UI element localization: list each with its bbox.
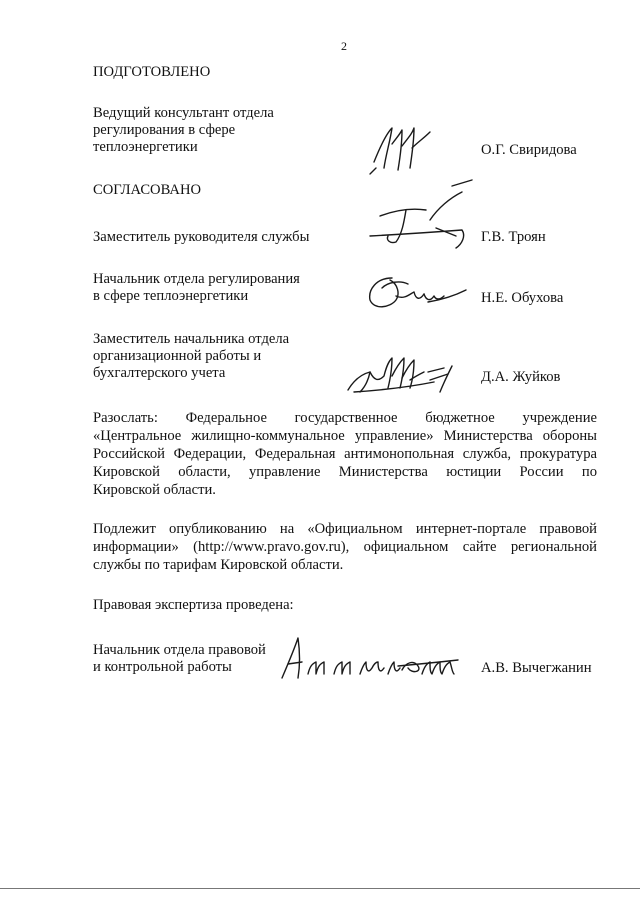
signer-3-position-line-1: Заместитель начальника отдела <box>93 331 290 347</box>
expertise-position-line-1: Начальник отдела правовой <box>93 642 266 658</box>
signer-1-name: Г.В. Троян <box>481 229 546 245</box>
distribution-line: Разослать: Федеральное государственное бюджетное учреждение <box>93 410 597 426</box>
prepared-signer-name: О.Г. Свиридова <box>481 142 577 158</box>
prepared-position-line-2: регулирования в сфере <box>93 122 236 138</box>
signer-2-position-line-2: в сфере теплоэнергетики <box>93 288 249 304</box>
prepared-position-line-3: теплоэнергетики <box>93 139 198 155</box>
distribution-line: Кировской области, управление Министерства юстиции России по <box>93 464 597 480</box>
signer-1-position: Заместитель руководителя службы <box>93 229 310 245</box>
signature-zhuykov <box>344 352 468 396</box>
signer-3-name: Д.А. Жуйков <box>481 369 561 385</box>
signer-2-position-line-1: Начальник отдела регулирования <box>93 271 300 287</box>
publication-line: информации» (http://www.pravo.gov.ru), официальном сайте региональной <box>93 539 597 555</box>
expertise-text: Правовая экспертиза проведена: <box>93 597 294 613</box>
signer-2-name: Н.Е. Обухова <box>481 290 564 306</box>
expertise-position-line-2: и контрольной работы <box>93 659 232 675</box>
prepared-heading: ПОДГОТОВЛЕНО <box>93 64 211 80</box>
publication-line: службы по тарифам Кировской области. <box>93 557 344 573</box>
signature-obukhova <box>362 266 470 316</box>
distribution-line: Российской Федерации, Федеральная антимонопольная служба, прокуратура <box>93 446 597 462</box>
signer-3-position-line-2: организационной работы и <box>93 348 262 364</box>
signature-vychegzhanin <box>280 634 470 682</box>
page-number: 2 <box>341 39 347 53</box>
signature-sviridova <box>368 124 440 174</box>
agreed-heading: СОГЛАСОВАНО <box>93 182 202 198</box>
expertise-signer-name: А.В. Вычегжанин <box>481 660 592 676</box>
signature-troyan <box>366 180 478 252</box>
prepared-position-line-1: Ведущий консультант отдела <box>93 105 274 121</box>
publication-line: Подлежит опубликованию на «Официальном интернет-портале правовой <box>93 521 597 537</box>
distribution-line: «Центральное жилищно-коммунальное управление» Министерства обороны <box>93 428 597 444</box>
signer-3-position-line-3: бухгалтерского учета <box>93 365 226 381</box>
bottom-scan-edge <box>0 888 640 889</box>
distribution-line: Кировской области. <box>93 482 216 498</box>
